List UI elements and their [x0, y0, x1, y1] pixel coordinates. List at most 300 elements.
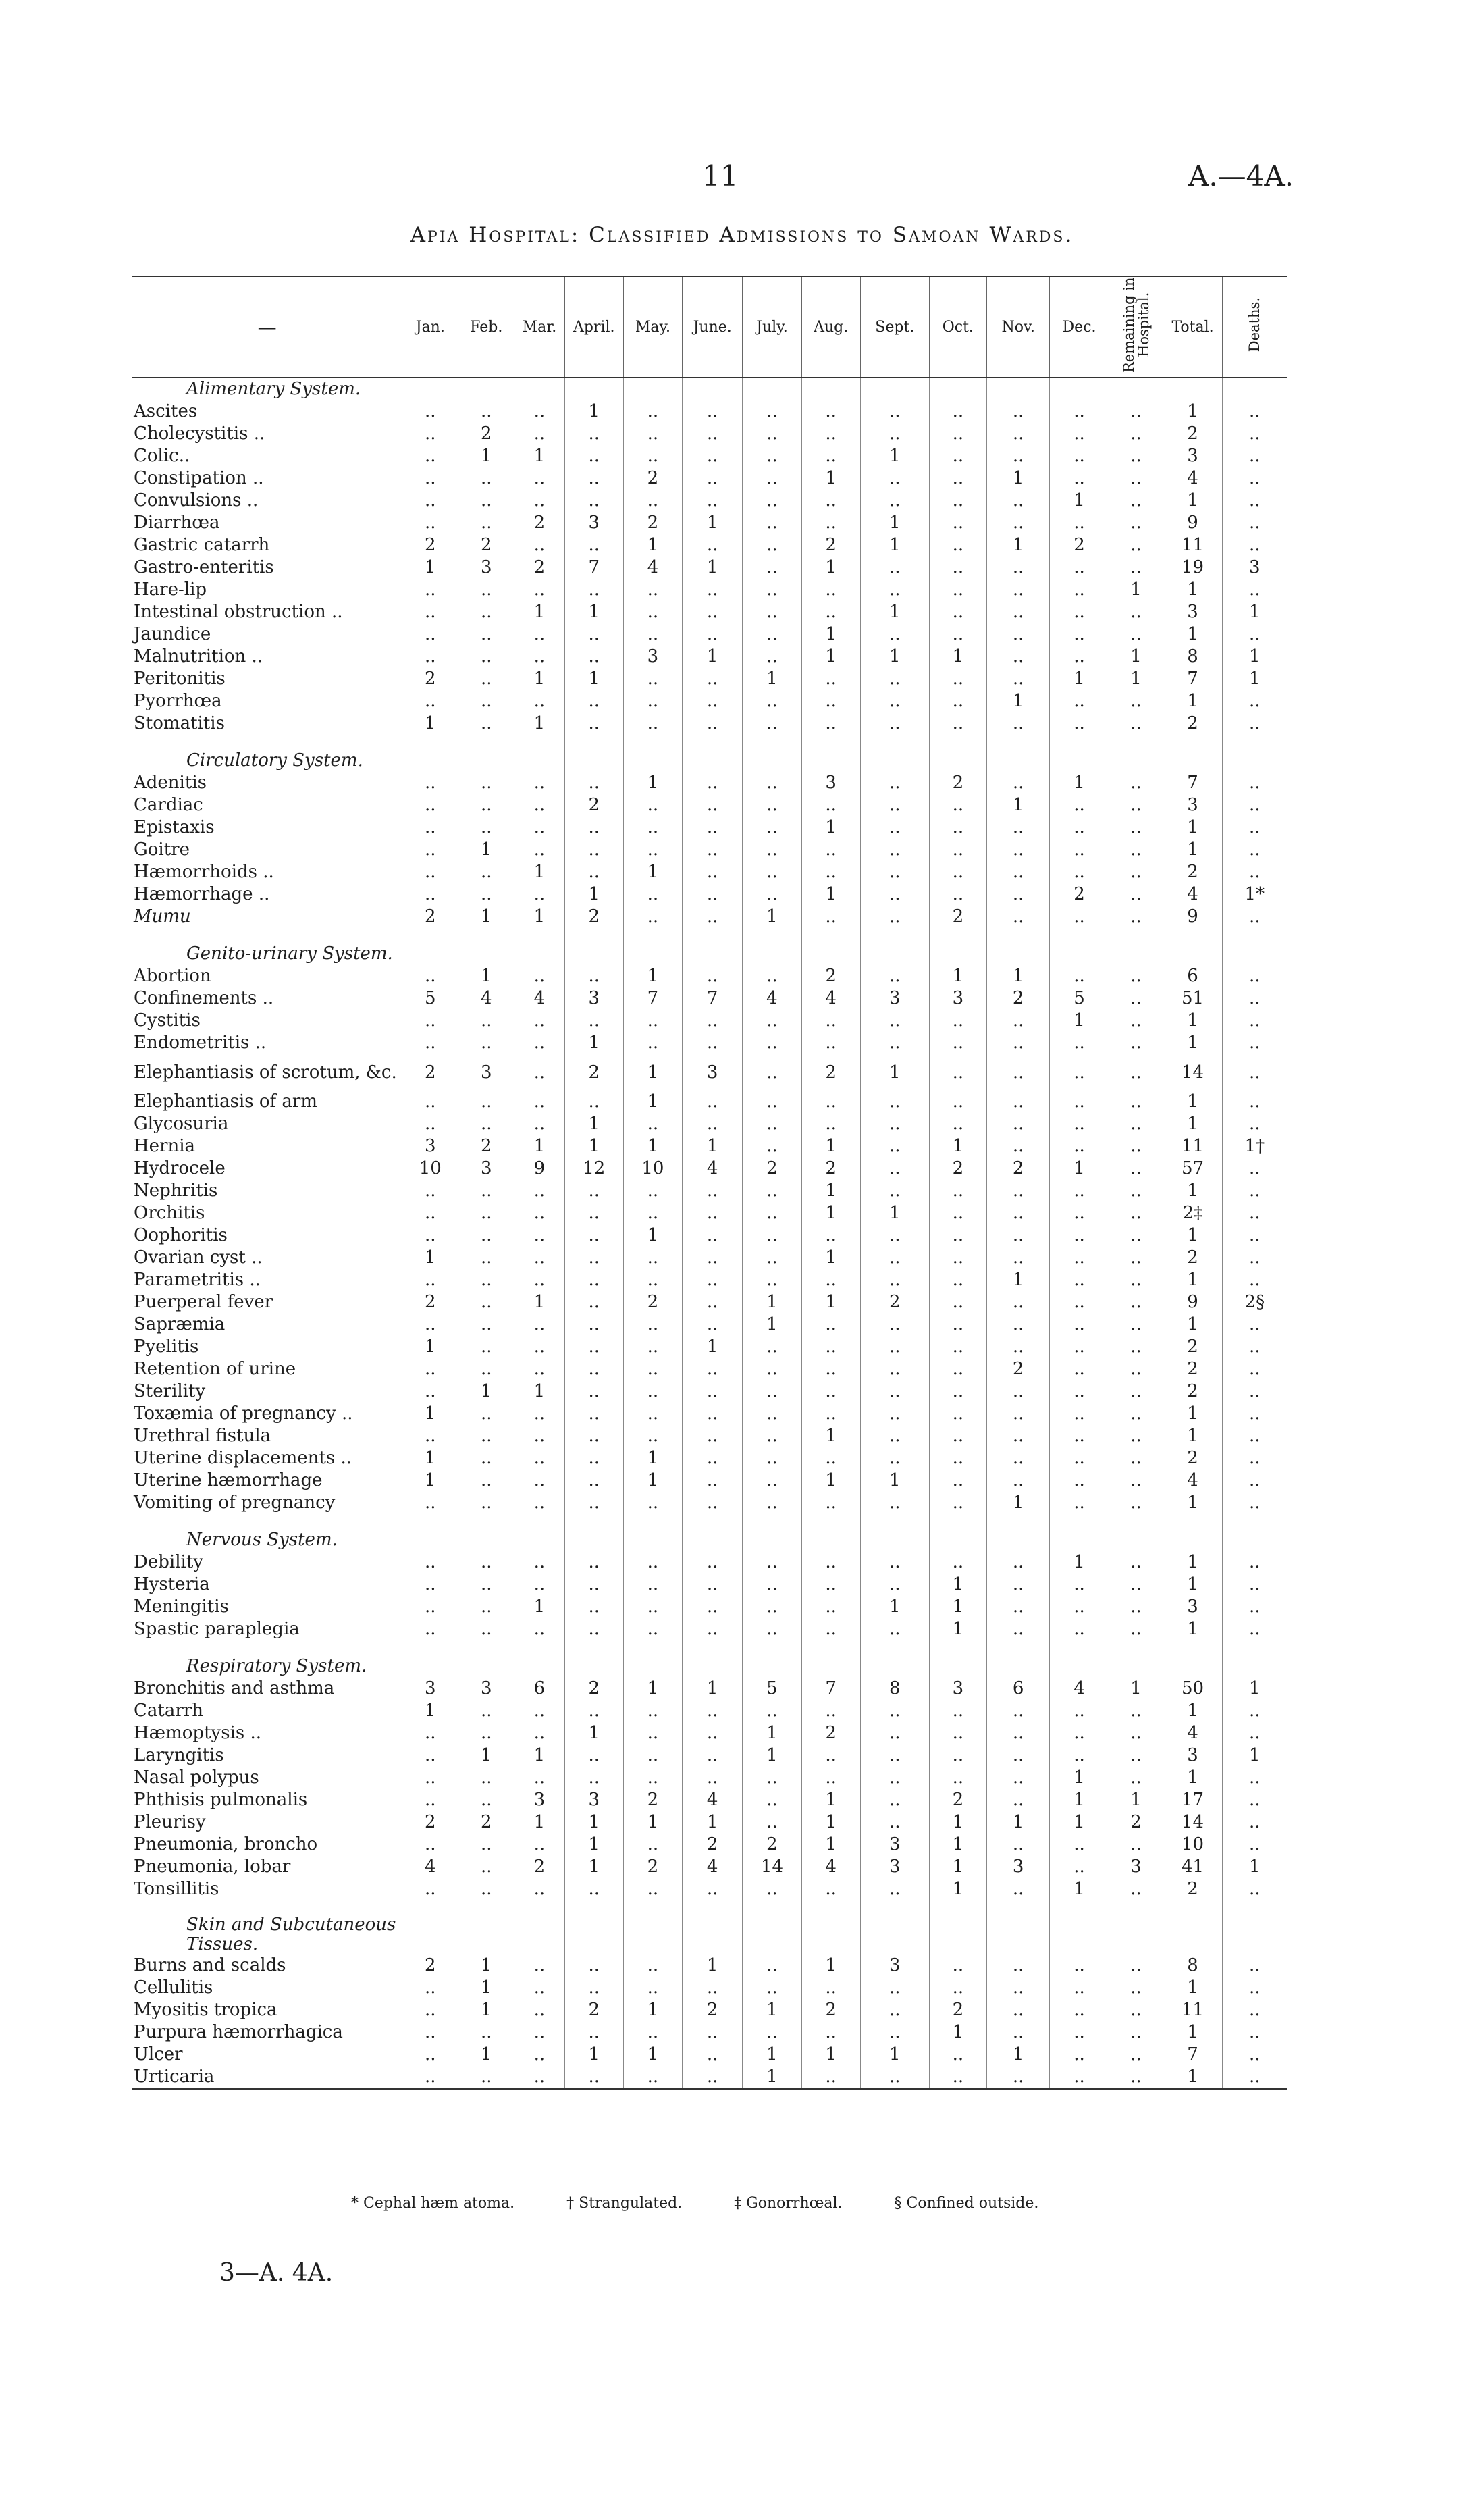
section-empty-cell — [1222, 750, 1287, 772]
section-empty-cell — [1163, 1655, 1222, 1678]
row-cell: .. — [1222, 1032, 1287, 1054]
row-cell: .. — [402, 1834, 458, 1856]
row-cell: 7 — [801, 1678, 860, 1700]
row-cell: 1 — [1163, 690, 1222, 713]
row-cell: .. — [458, 1425, 514, 1447]
row-cell: .. — [402, 1380, 458, 1403]
section-empty-cell — [458, 1915, 514, 1954]
row-cell: .. — [1050, 1999, 1109, 2021]
row-cell: .. — [1050, 556, 1109, 579]
spacer-cell — [860, 928, 929, 943]
row-cell: 1 — [683, 1678, 743, 1700]
row-cell: .. — [986, 1700, 1050, 1722]
row-cell: 2 — [458, 1135, 514, 1158]
row-cell: .. — [458, 1314, 514, 1336]
row-cell: .. — [683, 1358, 743, 1380]
row-cell: .. — [1050, 646, 1109, 668]
section-empty-cell — [929, 1529, 986, 1551]
row-cell: .. — [1050, 601, 1109, 623]
row-cell: .. — [860, 423, 929, 445]
row-cell: 1 — [402, 1403, 458, 1425]
row-cell: .. — [860, 1551, 929, 1574]
row-cell: .. — [860, 2021, 929, 2044]
section-header-row — [132, 378, 1287, 400]
row-cell: 2 — [929, 1789, 986, 1811]
row-label: Pyorrhœa — [134, 691, 222, 711]
row-cell: .. — [743, 512, 801, 534]
row-cell: .. — [986, 2066, 1050, 2089]
row-cell: .. — [402, 1596, 458, 1618]
row-cell: .. — [929, 601, 986, 623]
section-title: Nervous System. — [186, 1530, 338, 1550]
row-cell: .. — [986, 1447, 1050, 1470]
table-row — [132, 1425, 1287, 1447]
row-cell: 41 — [1163, 1856, 1222, 1878]
row-cell: .. — [1109, 1977, 1163, 1999]
table-row — [132, 556, 1287, 579]
row-cell: .. — [801, 1596, 860, 1618]
row-cell: 2 — [402, 906, 458, 928]
row-cell: 1 — [564, 1135, 623, 1158]
row-cell: .. — [929, 1314, 986, 1336]
row-cell: 1 — [986, 794, 1050, 817]
row-cell: .. — [986, 1135, 1050, 1158]
row-cell: 2 — [683, 1834, 743, 1856]
row-cell: 1 — [564, 1811, 623, 1834]
row-cell: 1 — [929, 1878, 986, 1900]
row-cell: .. — [929, 623, 986, 646]
row-cell: 1 — [743, 1722, 801, 1744]
row-cell: .. — [801, 668, 860, 690]
section-empty-cell — [929, 1915, 986, 1954]
row-cell: 3 — [860, 987, 929, 1010]
section-empty-cell — [986, 750, 1050, 772]
row-cell: 1 — [1163, 1010, 1222, 1032]
header-month-sep: Sept. — [860, 276, 929, 378]
row-cell: .. — [801, 861, 860, 883]
row-cell: .. — [743, 1380, 801, 1403]
row-cell: 1 — [801, 1135, 860, 1158]
row-cell: .. — [1109, 623, 1163, 646]
spacer-cell — [1163, 1900, 1222, 1915]
row-cell: .. — [1109, 1135, 1163, 1158]
row-cell: 3 — [929, 987, 986, 1010]
section-empty-cell — [1109, 750, 1163, 772]
row-cell: .. — [986, 1336, 1050, 1358]
row-cell: .. — [683, 1722, 743, 1744]
row-cell: .. — [458, 1291, 514, 1314]
spacer-cell — [743, 928, 801, 943]
row-cell: .. — [683, 1010, 743, 1032]
row-cell: .. — [1050, 1380, 1109, 1403]
row-cell: .. — [929, 668, 986, 690]
row-cell: .. — [860, 839, 929, 861]
row-cell: 9 — [1163, 1291, 1222, 1314]
section-empty-cell — [1222, 1529, 1287, 1551]
row-cell: .. — [683, 1574, 743, 1596]
row-cell: .. — [683, 861, 743, 883]
row-cell: .. — [402, 1574, 458, 1596]
row-label: Confinements .. — [134, 988, 274, 1008]
row-cell: .. — [1222, 1113, 1287, 1135]
row-cell: .. — [564, 1403, 623, 1425]
section-empty-cell — [743, 1529, 801, 1551]
table-row — [132, 1135, 1287, 1158]
row-cell: .. — [743, 445, 801, 467]
row-cell: .. — [986, 1010, 1050, 1032]
row-cell: .. — [458, 1269, 514, 1291]
row-cell: 1 — [623, 1999, 682, 2021]
row-cell: .. — [860, 490, 929, 512]
row-cell: .. — [683, 623, 743, 646]
row-cell: .. — [1222, 1878, 1287, 1900]
row-cell: .. — [1050, 861, 1109, 883]
row-cell: .. — [743, 1054, 801, 1091]
row-cell: .. — [458, 601, 514, 623]
spacer-cell — [514, 928, 564, 943]
row-cell: .. — [1109, 1618, 1163, 1640]
row-label: Myositis tropica — [134, 2000, 277, 2020]
row-cell: .. — [986, 1054, 1050, 1091]
row-cell: .. — [623, 1551, 682, 1574]
spacer-cell — [564, 1900, 623, 1915]
row-cell: .. — [986, 1032, 1050, 1054]
row-cell: 3 — [801, 772, 860, 794]
spacer-row — [132, 735, 1287, 750]
row-cell: .. — [1050, 445, 1109, 467]
row-cell: 1 — [458, 1380, 514, 1403]
row-cell: .. — [514, 1700, 564, 1722]
row-cell: .. — [402, 883, 458, 906]
row-cell: .. — [458, 772, 514, 794]
row-cell: .. — [929, 445, 986, 467]
row-cell: 2 — [1163, 1336, 1222, 1358]
spacer-cell — [623, 928, 682, 943]
row-cell: .. — [402, 1224, 458, 1247]
section-empty-cell — [986, 1655, 1050, 1678]
row-cell: .. — [564, 1247, 623, 1269]
row-cell: .. — [1109, 906, 1163, 928]
row-cell: 2 — [986, 987, 1050, 1010]
row-cell: .. — [986, 1954, 1050, 1977]
row-cell: .. — [514, 646, 564, 668]
row-cell: .. — [564, 623, 623, 646]
row-cell: 2 — [623, 1789, 682, 1811]
row-cell: .. — [623, 1492, 682, 1514]
row-cell: 2 — [986, 1358, 1050, 1380]
row-cell: .. — [683, 1447, 743, 1470]
row-cell: 9 — [514, 1158, 564, 1180]
row-cell: .. — [402, 490, 458, 512]
row-cell: 1 — [564, 668, 623, 690]
row-cell: .. — [1109, 1336, 1163, 1358]
row-cell: .. — [514, 1091, 564, 1113]
row-label: Catarrh — [134, 1701, 203, 1721]
row-cell: 8 — [1163, 646, 1222, 668]
table-row — [132, 1596, 1287, 1618]
section-empty-cell — [514, 378, 564, 400]
spacer-cell — [623, 735, 682, 750]
spacer-cell — [1050, 1900, 1109, 1915]
row-label: Adenitis — [134, 773, 207, 793]
spacer-cell — [743, 1514, 801, 1529]
row-cell: .. — [929, 883, 986, 906]
row-cell: .. — [1109, 1574, 1163, 1596]
row-cell: 2 — [564, 906, 623, 928]
row-cell: .. — [683, 2066, 743, 2089]
row-cell: .. — [683, 817, 743, 839]
row-cell: 1 — [986, 2044, 1050, 2066]
row-cell: 1 — [1050, 1158, 1109, 1180]
row-label: Tonsillitis — [134, 1879, 219, 1899]
row-cell: 1 — [1050, 1811, 1109, 1834]
row-cell: .. — [986, 883, 1050, 906]
section-empty-cell — [1109, 1529, 1163, 1551]
row-cell: .. — [743, 534, 801, 556]
row-cell: .. — [860, 1358, 929, 1380]
spacer-cell — [514, 1640, 564, 1655]
row-label: Hysteria — [134, 1574, 210, 1595]
row-cell: 1 — [860, 1054, 929, 1091]
row-label: Debility — [134, 1552, 203, 1572]
row-cell: 1 — [623, 1054, 682, 1091]
row-cell: .. — [743, 556, 801, 579]
row-cell: 1 — [801, 556, 860, 579]
spacer-cell — [1050, 735, 1109, 750]
row-cell: .. — [860, 623, 929, 646]
row-cell: .. — [1222, 1722, 1287, 1744]
section-empty-cell — [1050, 943, 1109, 965]
row-cell: 1 — [801, 1425, 860, 1447]
row-cell: .. — [1222, 1054, 1287, 1091]
row-cell: .. — [1109, 794, 1163, 817]
row-cell: .. — [564, 1314, 623, 1336]
row-cell: .. — [1222, 623, 1287, 646]
row-cell: 1 — [986, 1811, 1050, 1834]
row-cell: .. — [743, 839, 801, 861]
row-cell: 7 — [1163, 668, 1222, 690]
spacer-cell — [1163, 735, 1222, 750]
row-cell: 1 — [801, 1202, 860, 1224]
row-cell: .. — [1050, 1135, 1109, 1158]
row-cell: 1 — [402, 713, 458, 735]
row-cell: 2 — [801, 1158, 860, 1180]
row-cell: .. — [683, 1425, 743, 1447]
row-cell: 1 — [1109, 1789, 1163, 1811]
row-cell: .. — [1222, 400, 1287, 423]
row-cell: 14 — [1163, 1054, 1222, 1091]
row-cell: .. — [1222, 2021, 1287, 2044]
row-cell: .. — [514, 467, 564, 490]
spacer-cell — [860, 1900, 929, 1915]
row-cell: 2 — [1163, 861, 1222, 883]
row-cell: .. — [929, 1091, 986, 1113]
row-cell: .. — [929, 1470, 986, 1492]
section-title: Alimentary System. — [186, 379, 361, 399]
spacer-cell — [623, 1514, 682, 1529]
row-label: Sapræmia — [134, 1314, 226, 1335]
row-cell: .. — [514, 883, 564, 906]
row-cell: 2 — [929, 772, 986, 794]
spacer-cell — [458, 928, 514, 943]
row-label: Hare-lip — [134, 579, 207, 600]
section-empty-cell — [683, 378, 743, 400]
row-cell: .. — [986, 1291, 1050, 1314]
row-cell: .. — [402, 1878, 458, 1900]
row-cell: .. — [402, 965, 458, 987]
row-cell: 3 — [564, 1789, 623, 1811]
row-cell: .. — [860, 906, 929, 928]
spacer-cell — [564, 1514, 623, 1529]
row-cell: 1 — [623, 2044, 682, 2066]
row-cell: .. — [458, 490, 514, 512]
row-cell: 1 — [1163, 1700, 1222, 1722]
row-cell: .. — [743, 1551, 801, 1574]
row-cell: 1 — [801, 1470, 860, 1492]
row-cell: .. — [458, 512, 514, 534]
row-cell: 1 — [402, 1700, 458, 1722]
row-cell: .. — [1222, 1700, 1287, 1722]
table-row — [132, 1977, 1287, 1999]
row-cell: .. — [860, 1032, 929, 1054]
row-cell: .. — [564, 1224, 623, 1247]
row-label: Pneumonia, lobar — [134, 1857, 291, 1877]
row-cell: .. — [683, 668, 743, 690]
section-empty-cell — [860, 943, 929, 965]
row-cell: .. — [743, 1180, 801, 1202]
row-cell: .. — [743, 1811, 801, 1834]
table-row — [132, 690, 1287, 713]
row-cell: .. — [1109, 1091, 1163, 1113]
section-empty-cell — [458, 1529, 514, 1551]
row-cell: 1 — [1222, 1856, 1287, 1878]
row-cell: 5 — [1050, 987, 1109, 1010]
row-cell: .. — [402, 839, 458, 861]
spacer-cell — [402, 1900, 458, 1915]
section-empty-cell — [458, 943, 514, 965]
row-cell: 2 — [623, 1856, 682, 1878]
footnotes — [351, 2195, 1086, 2212]
row-cell: .. — [514, 1224, 564, 1247]
row-cell: .. — [402, 1269, 458, 1291]
row-cell: 1 — [986, 1269, 1050, 1291]
row-cell: .. — [1050, 1834, 1109, 1856]
row-cell: .. — [1050, 623, 1109, 646]
section-empty-cell — [1163, 750, 1222, 772]
row-cell: .. — [514, 1954, 564, 1977]
row-cell: 1 — [564, 1722, 623, 1744]
row-cell: .. — [743, 1269, 801, 1291]
row-cell: .. — [458, 1247, 514, 1269]
row-cell: .. — [1109, 817, 1163, 839]
row-cell: 1 — [1109, 579, 1163, 601]
row-cell: 1 — [1050, 772, 1109, 794]
table-row — [132, 2021, 1287, 2044]
row-cell: 2 — [514, 1856, 564, 1878]
section-empty-cell — [564, 943, 623, 965]
row-cell: .. — [1109, 965, 1163, 987]
page-number: 11 — [702, 159, 739, 192]
row-cell: .. — [743, 1492, 801, 1514]
spacer-cell — [1109, 1640, 1163, 1655]
row-cell: 1 — [860, 1596, 929, 1618]
row-cell: .. — [929, 1180, 986, 1202]
row-cell: .. — [929, 512, 986, 534]
row-cell: .. — [1222, 1999, 1287, 2021]
row-cell: 3 — [1163, 445, 1222, 467]
row-cell: .. — [564, 1878, 623, 1900]
footnote-gonorrhoeal: ‡ Gonorrhœal. — [734, 2195, 843, 2212]
row-cell: .. — [458, 1856, 514, 1878]
row-cell: 1 — [1163, 490, 1222, 512]
row-cell: .. — [1222, 987, 1287, 1010]
table-row — [132, 1678, 1287, 1700]
table-row — [132, 1811, 1287, 1834]
row-cell: 1 — [458, 1954, 514, 1977]
row-cell: .. — [623, 423, 682, 445]
row-cell: .. — [1222, 965, 1287, 987]
section-empty-cell — [683, 943, 743, 965]
table-row — [132, 1999, 1287, 2021]
row-cell: 2 — [623, 1291, 682, 1314]
row-label: Phthisis pulmonalis — [134, 1790, 308, 1810]
row-cell: .. — [801, 400, 860, 423]
row-cell: .. — [458, 2066, 514, 2089]
footnote-cephal: * Cephal hæm atoma. — [351, 2195, 515, 2212]
row-cell: .. — [514, 1492, 564, 1514]
row-cell: .. — [458, 1789, 514, 1811]
row-label: Spastic paraplegia — [134, 1619, 300, 1639]
row-cell: 2 — [623, 467, 682, 490]
spacer-cell — [132, 1514, 402, 1529]
row-cell: .. — [743, 1336, 801, 1358]
row-cell: .. — [458, 1596, 514, 1618]
row-label: Urethral fistula — [134, 1426, 271, 1446]
row-cell: .. — [683, 1113, 743, 1135]
row-cell: .. — [683, 883, 743, 906]
row-cell: .. — [929, 1744, 986, 1767]
row-cell: .. — [801, 1744, 860, 1767]
row-cell: .. — [458, 1336, 514, 1358]
spacer-cell — [743, 1900, 801, 1915]
row-cell: 3 — [1109, 1856, 1163, 1878]
row-cell: 5 — [402, 987, 458, 1010]
row-cell: 1 — [1050, 1789, 1109, 1811]
row-cell: .. — [1050, 1403, 1109, 1425]
row-cell: .. — [623, 579, 682, 601]
row-cell: 1 — [929, 965, 986, 987]
row-cell: .. — [986, 1999, 1050, 2021]
spacer-cell — [1163, 1640, 1222, 1655]
row-cell: 11 — [1163, 1999, 1222, 2021]
row-label: Diarrhœa — [134, 513, 220, 533]
row-cell: 1 — [458, 2044, 514, 2066]
row-cell: .. — [514, 1551, 564, 1574]
row-cell: .. — [860, 794, 929, 817]
row-cell: 1 — [623, 1470, 682, 1492]
row-cell: 2 — [929, 1158, 986, 1180]
row-cell: .. — [514, 623, 564, 646]
row-cell: .. — [801, 690, 860, 713]
row-cell: .. — [743, 2021, 801, 2044]
row-cell: .. — [623, 1977, 682, 1999]
row-cell: .. — [623, 1403, 682, 1425]
row-cell: .. — [1109, 1314, 1163, 1336]
section-empty-cell — [986, 1529, 1050, 1551]
row-cell: .. — [743, 1403, 801, 1425]
header-remaining — [1109, 276, 1163, 378]
table-row — [132, 1054, 1287, 1091]
